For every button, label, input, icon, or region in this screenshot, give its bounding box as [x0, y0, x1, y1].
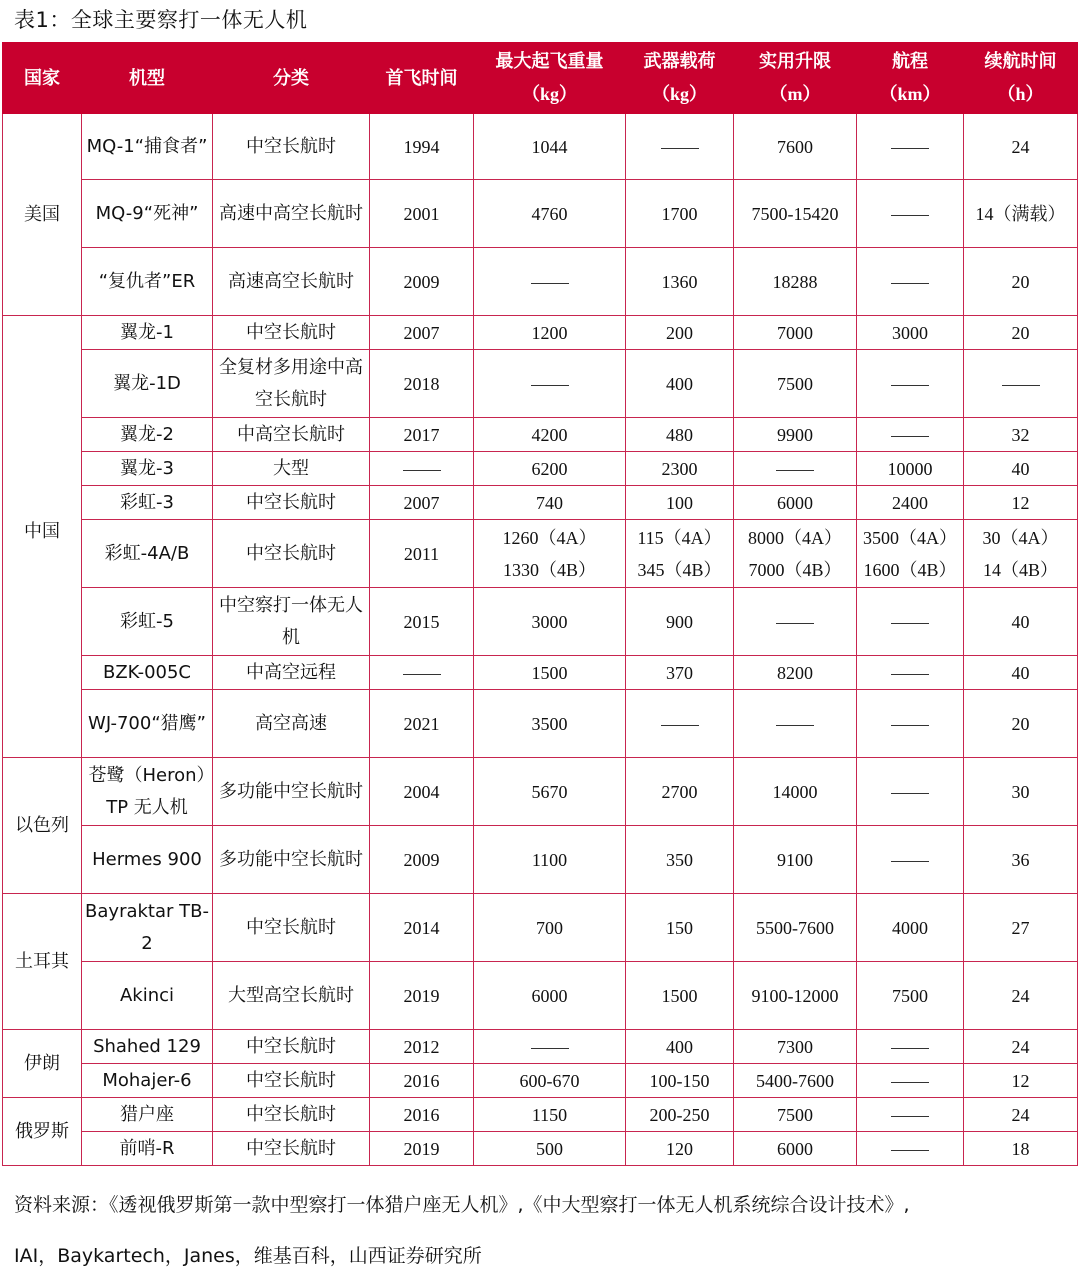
- cell-type: 中空长航时: [213, 1064, 370, 1098]
- cell-first-flight: 2004: [370, 758, 474, 826]
- cell-mtow: 1100: [474, 826, 626, 894]
- cell-type: 中空长航时: [213, 114, 370, 180]
- dash-placeholder: [891, 436, 929, 437]
- cell-model: 彩虹-4A/B: [82, 520, 213, 588]
- cell-endurance: 24: [964, 962, 1078, 1030]
- cell-type: 中空长航时: [213, 894, 370, 962]
- cell-country: 俄罗斯: [3, 1098, 82, 1166]
- cell-ceiling-4a: 8000（4A）: [748, 527, 842, 548]
- header-row: [3, 43, 1078, 114]
- cell-payload: 100: [626, 486, 734, 520]
- cell-first-flight: [370, 452, 474, 486]
- cell-type: 中空察打一体无人机: [213, 588, 370, 656]
- cell-type: 多功能中空长航时: [213, 826, 370, 894]
- cell-first-flight: 2016: [370, 1064, 474, 1098]
- table-row: [3, 894, 1078, 962]
- cell-ceiling: 7500: [734, 1098, 857, 1132]
- cell-payload: 400: [626, 1030, 734, 1064]
- cell-ceiling: [734, 690, 857, 758]
- cell-ceiling: 8200: [734, 656, 857, 690]
- table-row: [3, 316, 1078, 350]
- cell-ceiling: 7600: [734, 114, 857, 180]
- cell-model: BZK-005C: [82, 656, 213, 690]
- cell-mtow: [474, 520, 626, 588]
- cell-payload: 120: [626, 1132, 734, 1166]
- table-row: [3, 180, 1078, 248]
- dash-placeholder: [531, 1048, 569, 1049]
- cell-mtow: [474, 350, 626, 418]
- cell-range: [857, 1030, 964, 1064]
- table-row: [3, 1132, 1078, 1166]
- cell-mtow: 1500: [474, 656, 626, 690]
- cell-first-flight: [370, 656, 474, 690]
- cell-ceiling: 7500-15420: [734, 180, 857, 248]
- cell-model: WJ-700“猎鹰”: [82, 690, 213, 758]
- dash-placeholder: [891, 385, 929, 386]
- cell-type: 中空长航时: [213, 316, 370, 350]
- cell-model: Shahed 129: [82, 1030, 213, 1064]
- cell-range: [857, 758, 964, 826]
- cell-type: 大型: [213, 452, 370, 486]
- cell-mtow: 600-670: [474, 1064, 626, 1098]
- cell-endurance: 24: [964, 114, 1078, 180]
- cell-payload: 2700: [626, 758, 734, 826]
- cell-ceiling: 5400-7600: [734, 1064, 857, 1098]
- header-mtow: 最大起飞重量 （kg）: [474, 43, 626, 114]
- cell-endurance: 20: [964, 248, 1078, 316]
- cell-endurance: 27: [964, 894, 1078, 962]
- cell-type: 中高空长航时: [213, 418, 370, 452]
- cell-first-flight: 2011: [370, 520, 474, 588]
- cell-type: 中空长航时: [213, 520, 370, 588]
- cell-range: 3000: [857, 316, 964, 350]
- cell-first-flight: 2009: [370, 248, 474, 316]
- cell-country: 以色列: [3, 758, 82, 894]
- dash-placeholder: [531, 283, 569, 284]
- cell-range: [857, 1064, 964, 1098]
- cell-endurance: 20: [964, 316, 1078, 350]
- cell-first-flight: 2019: [370, 962, 474, 1030]
- cell-payload-4a: 115（4A）: [637, 527, 722, 548]
- cell-ceiling: 6000: [734, 1132, 857, 1166]
- cell-endurance: 30: [964, 758, 1078, 826]
- cell-ceiling-4b: 7000（4B）: [748, 559, 842, 580]
- table-row: [3, 690, 1078, 758]
- cell-mtow: 700: [474, 894, 626, 962]
- cell-endurance: 32: [964, 418, 1078, 452]
- cell-mtow: 3000: [474, 588, 626, 656]
- cell-model: 苍鹭（Heron）TP 无人机: [82, 758, 213, 826]
- cell-first-flight: 2001: [370, 180, 474, 248]
- cell-ceiling: 9900: [734, 418, 857, 452]
- dash-placeholder: [891, 1082, 929, 1083]
- cell-mtow-4b: 1330（4B）: [502, 559, 596, 580]
- cell-range-4b: 1600（4B）: [863, 559, 957, 580]
- cell-endurance: [964, 350, 1078, 418]
- cell-endurance: 18: [964, 1132, 1078, 1166]
- cell-range: [857, 826, 964, 894]
- dash-placeholder: [776, 623, 814, 624]
- cell-endurance: 12: [964, 1064, 1078, 1098]
- cell-first-flight: 2009: [370, 826, 474, 894]
- header-first-flight: 首飞时间: [370, 43, 474, 114]
- cell-type: 中空长航时: [213, 1098, 370, 1132]
- cell-model: 彩虹-3: [82, 486, 213, 520]
- cell-country: 美国: [3, 114, 82, 316]
- cell-payload: 2300: [626, 452, 734, 486]
- table-row: [3, 486, 1078, 520]
- cell-first-flight: 2021: [370, 690, 474, 758]
- cell-payload: 350: [626, 826, 734, 894]
- cell-payload: 1500: [626, 962, 734, 1030]
- cell-first-flight: 2007: [370, 316, 474, 350]
- header-endurance: 续航时间 （h）: [964, 43, 1078, 114]
- cell-payload: 400: [626, 350, 734, 418]
- cell-mtow: [474, 248, 626, 316]
- cell-mtow: 6200: [474, 452, 626, 486]
- cell-range: [857, 690, 964, 758]
- cell-type: 高速高空长航时: [213, 248, 370, 316]
- cell-first-flight: 2016: [370, 1098, 474, 1132]
- header-ceiling: 实用升限 （m）: [734, 43, 857, 114]
- cell-range: [857, 656, 964, 690]
- cell-model: 翼龙-1: [82, 316, 213, 350]
- cell-range: 7500: [857, 962, 964, 1030]
- cell-type: 高空高速: [213, 690, 370, 758]
- cell-first-flight: 2019: [370, 1132, 474, 1166]
- cell-mtow: [474, 1030, 626, 1064]
- dash-placeholder: [403, 674, 441, 675]
- table-row: [3, 452, 1078, 486]
- cell-mtow: 500: [474, 1132, 626, 1166]
- cell-mtow: 740: [474, 486, 626, 520]
- cell-payload: 370: [626, 656, 734, 690]
- cell-payload: 900: [626, 588, 734, 656]
- cell-first-flight: 2014: [370, 894, 474, 962]
- cell-country: 伊朗: [3, 1030, 82, 1098]
- cell-model: 前哨-R: [82, 1132, 213, 1166]
- cell-first-flight: 2012: [370, 1030, 474, 1064]
- cell-endurance: [964, 520, 1078, 588]
- cell-mtow: 1044: [474, 114, 626, 180]
- cell-payload: 480: [626, 418, 734, 452]
- cell-ceiling: 9100-12000: [734, 962, 857, 1030]
- cell-endurance: 24: [964, 1030, 1078, 1064]
- cell-ceiling: 14000: [734, 758, 857, 826]
- cell-first-flight: 2017: [370, 418, 474, 452]
- cell-model: Hermes 900: [82, 826, 213, 894]
- cell-endurance: 14（满载）: [964, 180, 1078, 248]
- table-row: [3, 418, 1078, 452]
- table-row: [3, 962, 1078, 1030]
- cell-payload: 150: [626, 894, 734, 962]
- cell-ceiling: [734, 520, 857, 588]
- cell-mtow: 1200: [474, 316, 626, 350]
- dash-placeholder: [891, 725, 929, 726]
- cell-range: 2400: [857, 486, 964, 520]
- dash-placeholder: [891, 215, 929, 216]
- cell-payload-4b: 345（4B）: [637, 559, 722, 580]
- cell-payload: [626, 114, 734, 180]
- cell-payload: 1360: [626, 248, 734, 316]
- header-type: 分类: [213, 43, 370, 114]
- dash-placeholder: [891, 1116, 929, 1117]
- cell-range: 4000: [857, 894, 964, 962]
- table-row: [3, 114, 1078, 180]
- dash-placeholder: [661, 148, 699, 149]
- cell-ceiling: 9100: [734, 826, 857, 894]
- cell-type: 高速中高空长航时: [213, 180, 370, 248]
- dash-placeholder: [776, 470, 814, 471]
- cell-model: 翼龙-1D: [82, 350, 213, 418]
- cell-model: “复仇者”ER: [82, 248, 213, 316]
- cell-first-flight: 1994: [370, 114, 474, 180]
- dash-placeholder: [891, 1150, 929, 1151]
- cell-mtow: 4760: [474, 180, 626, 248]
- cell-country: 土耳其: [3, 894, 82, 1030]
- cell-endurance: 40: [964, 452, 1078, 486]
- header-model: 机型: [82, 43, 213, 114]
- cell-range: [857, 1132, 964, 1166]
- header-country: 国家: [3, 43, 82, 114]
- cell-endurance: 40: [964, 588, 1078, 656]
- cell-model: Mohajer-6: [82, 1064, 213, 1098]
- source-note-line1: 资料来源：《透视俄罗斯第一款中型察打一体猎户座无人机》,《中大型察打一体无人机系统综合设计技术》,: [14, 1194, 910, 1216]
- cell-range: [857, 520, 964, 588]
- cell-ceiling: [734, 588, 857, 656]
- drone-comparison-table: [2, 42, 1078, 1166]
- cell-payload: 100-150: [626, 1064, 734, 1098]
- cell-mtow: 5670: [474, 758, 626, 826]
- cell-type: 全复材多用途中高空长航时: [213, 350, 370, 418]
- cell-range: 10000: [857, 452, 964, 486]
- cell-range: [857, 180, 964, 248]
- dash-placeholder: [1002, 385, 1040, 386]
- cell-first-flight: 2018: [370, 350, 474, 418]
- dash-placeholder: [891, 861, 929, 862]
- cell-ceiling: 5500-7600: [734, 894, 857, 962]
- dash-placeholder: [776, 725, 814, 726]
- table-row: [3, 1064, 1078, 1098]
- cell-model: 彩虹-5: [82, 588, 213, 656]
- cell-ceiling: 7500: [734, 350, 857, 418]
- cell-model: 猎户座: [82, 1098, 213, 1132]
- cell-type: 中空长航时: [213, 1030, 370, 1064]
- cell-mtow: 3500: [474, 690, 626, 758]
- cell-payload: 1700: [626, 180, 734, 248]
- cell-payload: 200: [626, 316, 734, 350]
- cell-model: 翼龙-2: [82, 418, 213, 452]
- cell-model: Akinci: [82, 962, 213, 1030]
- cell-model: 翼龙-3: [82, 452, 213, 486]
- cell-country: 中国: [3, 316, 82, 758]
- cell-endurance: 40: [964, 656, 1078, 690]
- cell-model: MQ-1“捕食者”: [82, 114, 213, 180]
- cell-range: [857, 114, 964, 180]
- cell-ceiling: [734, 452, 857, 486]
- cell-type: 大型高空长航时: [213, 962, 370, 1030]
- cell-payload: [626, 520, 734, 588]
- dash-placeholder: [891, 623, 929, 624]
- cell-mtow: 4200: [474, 418, 626, 452]
- cell-mtow: 1150: [474, 1098, 626, 1132]
- dash-placeholder: [531, 385, 569, 386]
- cell-first-flight: 2015: [370, 588, 474, 656]
- dash-placeholder: [661, 725, 699, 726]
- dash-placeholder: [891, 674, 929, 675]
- table-caption: 表1：全球主要察打一体无人机: [14, 8, 308, 32]
- cell-range-4a: 3500（4A）: [863, 527, 957, 548]
- cell-payload: [626, 690, 734, 758]
- cell-endurance: 24: [964, 1098, 1078, 1132]
- table-row: [3, 588, 1078, 656]
- cell-ceiling: 18288: [734, 248, 857, 316]
- table-row: [3, 350, 1078, 418]
- cell-model: Bayraktar TB-2: [82, 894, 213, 962]
- table-row: [3, 248, 1078, 316]
- cell-endurance-4a: 30（4A）: [982, 527, 1059, 548]
- cell-mtow-4a: 1260（4A）: [502, 527, 597, 548]
- cell-ceiling: 7300: [734, 1030, 857, 1064]
- dash-placeholder: [891, 793, 929, 794]
- table-row: [3, 656, 1078, 690]
- source-note-line2: IAI，Baykartech，Janes，维基百科，山西证券研究所: [14, 1245, 482, 1267]
- cell-range: [857, 588, 964, 656]
- cell-endurance: 12: [964, 486, 1078, 520]
- table-row: [3, 826, 1078, 894]
- cell-type: 多功能中空长航时: [213, 758, 370, 826]
- header-range: 航程 （km）: [857, 43, 964, 114]
- cell-payload: 200-250: [626, 1098, 734, 1132]
- cell-endurance: 36: [964, 826, 1078, 894]
- cell-ceiling: 6000: [734, 486, 857, 520]
- dash-placeholder: [891, 148, 929, 149]
- dash-placeholder: [891, 1048, 929, 1049]
- cell-type: 中高空远程: [213, 656, 370, 690]
- cell-type: 中空长航时: [213, 1132, 370, 1166]
- table-row: [3, 520, 1078, 588]
- cell-range: [857, 418, 964, 452]
- cell-range: [857, 350, 964, 418]
- cell-model: MQ-9“死神”: [82, 180, 213, 248]
- cell-first-flight: 2007: [370, 486, 474, 520]
- table-row: [3, 1030, 1078, 1064]
- cell-range: [857, 248, 964, 316]
- cell-endurance-4b: 14（4B）: [982, 559, 1058, 580]
- cell-range: [857, 1098, 964, 1132]
- dash-placeholder: [403, 470, 441, 471]
- dash-placeholder: [891, 283, 929, 284]
- cell-mtow: 6000: [474, 962, 626, 1030]
- header-payload: 武器载荷 （kg）: [626, 43, 734, 114]
- table-row: [3, 758, 1078, 826]
- cell-endurance: 20: [964, 690, 1078, 758]
- cell-ceiling: 7000: [734, 316, 857, 350]
- cell-type: 中空长航时: [213, 486, 370, 520]
- table-row: [3, 1098, 1078, 1132]
